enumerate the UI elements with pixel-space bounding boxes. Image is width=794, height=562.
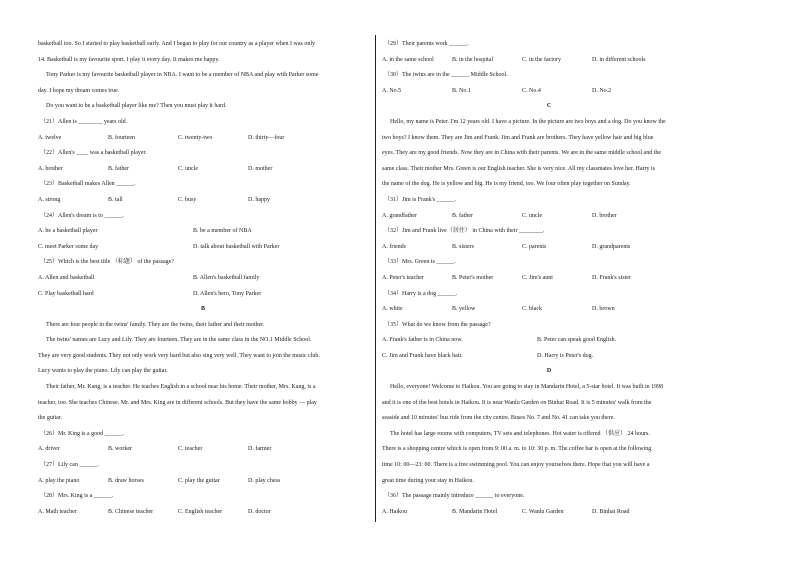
option-a[interactable]: A. friends xyxy=(382,243,406,250)
options-25a xyxy=(38,271,368,287)
options-36 xyxy=(382,505,716,521)
option-d[interactable]: D. talk about basketball with Parker xyxy=(193,243,280,250)
option-b[interactable]: B. Peter can speak good English. xyxy=(537,337,617,344)
right-column xyxy=(382,37,716,520)
question-32: （32）Jim and Frank live（居住） in China with their ________. xyxy=(384,228,545,235)
passage-line: teacher, too. She teaches Chinese. Mr. and Mrs. King are in different schools. But they have the same hobby — play xyxy=(38,399,317,406)
options-22 xyxy=(38,162,368,178)
passage-line: The twins' names are Lucy and Lily. They are fourteen. They are in the same class in the NO.1 Middle School. xyxy=(46,337,312,344)
option-b[interactable]: B. tall xyxy=(108,196,123,203)
option-c[interactable]: C. No.4 xyxy=(522,87,541,94)
option-b[interactable]: B. worker xyxy=(108,446,132,453)
option-d[interactable]: D. farmer xyxy=(248,446,272,453)
option-a[interactable]: A. strong xyxy=(38,196,61,203)
option-d[interactable]: D. mother xyxy=(248,165,273,172)
option-d[interactable]: D. Binhai Road xyxy=(592,508,630,515)
option-d[interactable]: D. Allen's hero, Tony Parker xyxy=(193,290,262,297)
option-d[interactable]: D. doctor xyxy=(248,508,271,515)
passage-line: seaside and 10 minutes' bus ride from the city centre. Buses No. 7 and No. 41 can take you there. xyxy=(382,415,615,422)
passage-line: day. I hope my dream comes true. xyxy=(38,87,120,94)
passage-line: eyes. They are my good friends. Now they are in China with their parents. We are in the same middle school and the xyxy=(382,150,662,157)
option-c[interactable]: C. teacher xyxy=(178,446,203,453)
left-column xyxy=(38,37,368,520)
option-a[interactable]: A. No.5 xyxy=(382,87,402,94)
passage-line: time 10: 00—23: 00. There is a free swimming pool. You can enjoy yourselves there. Hope that you will have a xyxy=(382,462,650,469)
options-24b xyxy=(38,240,368,256)
option-d[interactable]: D. in different schools xyxy=(592,56,646,63)
option-a[interactable]: A. Frank's father is in China now. xyxy=(382,337,463,344)
option-c[interactable]: C. twenty-two xyxy=(178,134,213,141)
options-32 xyxy=(382,240,716,256)
options-21 xyxy=(38,131,368,147)
option-a[interactable]: A. play the piano xyxy=(38,477,80,484)
option-a[interactable]: A. Math teacher xyxy=(38,508,77,515)
option-b[interactable]: B. draw horses xyxy=(108,477,144,484)
option-d[interactable]: D. happy xyxy=(248,196,270,203)
option-d[interactable]: D. brother xyxy=(592,212,617,219)
question-30: （30）The twins are in the ______ Middle School. xyxy=(384,72,508,79)
option-b[interactable]: B. Allen's basketball family xyxy=(193,274,260,281)
options-29 xyxy=(382,53,716,69)
section-heading-d: D xyxy=(546,368,552,375)
question-26: （26）Mr. King is a good ______. xyxy=(40,430,125,437)
option-c[interactable]: C. busy xyxy=(178,196,197,203)
question-36: （36）The passage mainly introduce ______ to everyone. xyxy=(384,493,525,500)
option-b[interactable]: B. father xyxy=(452,212,473,219)
option-d[interactable]: D. No.2 xyxy=(592,87,612,94)
option-c[interactable]: C. in the factory xyxy=(522,56,561,63)
option-c[interactable]: C. uncle xyxy=(178,165,198,172)
option-c[interactable]: C. Jim and Frank have black hair. xyxy=(382,352,463,359)
option-c[interactable]: C. black xyxy=(522,306,542,313)
question-21: （21）Allen is ________ years old. xyxy=(40,118,128,125)
passage-line: There are four people in the twins' family. They are the twins, their father and their mother. xyxy=(46,321,265,328)
option-d[interactable]: D. thirty—four xyxy=(248,134,285,141)
question-35: （35）What do we know from the passage? xyxy=(384,321,491,328)
passage-line: They are very good students. They not only work very hard but also sing very well. They want to join the music club. xyxy=(38,352,320,359)
option-c[interactable]: C. Wanlu Garden xyxy=(522,508,564,515)
passage-line: the name of the dog. He is yellow and big. He is my friend, too. We four often play together on Sunday. xyxy=(382,181,631,188)
question-29: （29）Their parents work ______. xyxy=(384,41,469,47)
option-d[interactable]: D. brown xyxy=(592,306,615,313)
option-c[interactable]: C. Jim's aunt xyxy=(522,274,553,281)
options-24a xyxy=(38,224,368,240)
option-d[interactable]: D. Harry is Peter's dog. xyxy=(537,352,594,359)
question-28: （28）Mrs. King is a ______. xyxy=(40,493,114,500)
options-35a xyxy=(382,333,716,349)
passage-line: and it is one of the best hotels in Haikou. It is near Wanlu Garden on Binhai Road. It is 5 minutes' walk from the xyxy=(382,399,652,406)
options-27 xyxy=(38,474,368,490)
passage-line: same class. Their mother Mrs. Green is our English teacher. She is very nice. All my classmates love her. Harry is xyxy=(382,165,655,172)
options-34 xyxy=(382,302,716,318)
option-b[interactable]: B. fourteen xyxy=(108,134,135,141)
passage-line: The hotel has large rooms with computers, TV sets and telephones. Hot water is offered （供应） 24 hours. xyxy=(390,430,650,437)
question-25: （25）Which is the best title （标题） of the passage? xyxy=(40,259,174,266)
option-c[interactable]: C. meet Parker some day xyxy=(38,243,99,250)
option-a[interactable]: A. Allen and basketball xyxy=(38,274,95,281)
question-31: （31）Jim is Frank's ______. xyxy=(384,196,457,203)
option-b[interactable]: B. Chinese teacher xyxy=(108,508,154,515)
passage-line: two boys? I know them. They are Jim and Frank. Jim and Frank are brothers. They have yellow hair and big blue xyxy=(382,134,654,141)
option-a[interactable]: A. in the same school xyxy=(382,56,434,63)
option-c[interactable]: C. play the guitar xyxy=(178,477,220,484)
section-heading-c: C xyxy=(546,103,552,110)
column-divider xyxy=(375,35,376,522)
option-a[interactable]: A. grandfather xyxy=(382,212,417,219)
question-22: （22）Allen's ____ was a basketball player. xyxy=(40,150,147,157)
option-a[interactable]: A. be a basketball player xyxy=(38,228,98,235)
options-25b xyxy=(38,287,368,303)
passage-line: Lucy wants to play the piano. Lily can play the guitar. xyxy=(38,368,168,375)
passage-line: Do you want to be a basketball player like me? Then you must play it hard. xyxy=(46,103,227,110)
options-33 xyxy=(382,271,716,287)
option-d[interactable]: D. Frank's sister xyxy=(592,274,631,281)
passage-line: Hello, everyone! Welcome to Haikou. You are going to stay in Mandarin Hotel, a 5-star hotel. It was built in 1998 xyxy=(390,384,664,391)
option-a[interactable]: A. driver xyxy=(38,446,60,453)
option-b[interactable]: B. Peter's mother xyxy=(452,274,494,281)
question-27: （27）Lily can ______. xyxy=(40,462,99,469)
option-a[interactable]: A. white xyxy=(382,306,403,313)
options-30 xyxy=(382,84,716,100)
options-31 xyxy=(382,209,716,225)
option-b[interactable]: B. No.1 xyxy=(452,87,471,94)
option-c[interactable]: C. parents xyxy=(522,243,547,250)
option-a[interactable]: A. Haikou xyxy=(382,508,407,515)
option-c[interactable]: C. uncle xyxy=(522,212,542,219)
options-35b xyxy=(382,349,716,365)
question-33: （33）Mrs. Green is ______. xyxy=(384,259,456,266)
option-c[interactable]: C. Play basketball hard xyxy=(38,290,94,297)
question-24: （24）Allen's dream is to ______. xyxy=(40,212,124,219)
option-d[interactable]: D. grandparents xyxy=(592,243,631,250)
option-c[interactable]: C. English teacher xyxy=(178,508,223,515)
passage-line: 14. Basketball is my favourite sport. I play it every day. It makes me happy. xyxy=(38,56,220,63)
option-b[interactable]: B. father xyxy=(108,165,129,172)
option-b[interactable]: B. yellow xyxy=(452,306,476,313)
passage-line: the guitar. xyxy=(38,415,62,422)
option-b[interactable]: B. in the hospital xyxy=(452,56,493,63)
option-a[interactable]: A. Peter's teacher xyxy=(382,274,424,281)
question-23: （23）Basketball makes Allen ______. xyxy=(40,181,136,188)
option-d[interactable]: D. play chess xyxy=(248,477,281,484)
options-28 xyxy=(38,505,368,521)
option-b[interactable]: B. be a member of NBA xyxy=(193,228,252,235)
question-34: （34）Harry is a dog ______. xyxy=(384,290,458,297)
passage-line: There is a shopping centre which is open from 9: 00 a. m. to 10: 30 p. m. The coffee bar is open at the following xyxy=(382,446,652,453)
section-heading-b: B xyxy=(200,306,205,313)
passage-line: basketball too. So I started to play basketball early. And I began to play for our country as a player when I was only xyxy=(38,41,316,47)
option-a[interactable]: A. twelve xyxy=(38,134,62,141)
option-b[interactable]: B. Mandarin Hotel xyxy=(452,508,498,515)
passage-line: great time during your stay in Haikou. xyxy=(382,477,474,484)
passage-line: Their father, Mr. Kang, is a teacher. He teaches English in a school near his home. Their mother, Mrs. Kang, is a xyxy=(46,384,316,391)
passage-line: Tony Parker is my favourite basketball player in NBA. I want to be a member of NBA and play with Parker some xyxy=(46,72,319,79)
option-b[interactable]: B. sisters xyxy=(452,243,475,250)
option-a[interactable]: A. brother xyxy=(38,165,63,172)
options-23 xyxy=(38,193,368,209)
options-26 xyxy=(38,442,368,458)
passage-line: Hello, my name is Peter. I'm 12 years old. I have a picture. In the picture are two boys and a dog. Do you know the xyxy=(390,118,666,125)
